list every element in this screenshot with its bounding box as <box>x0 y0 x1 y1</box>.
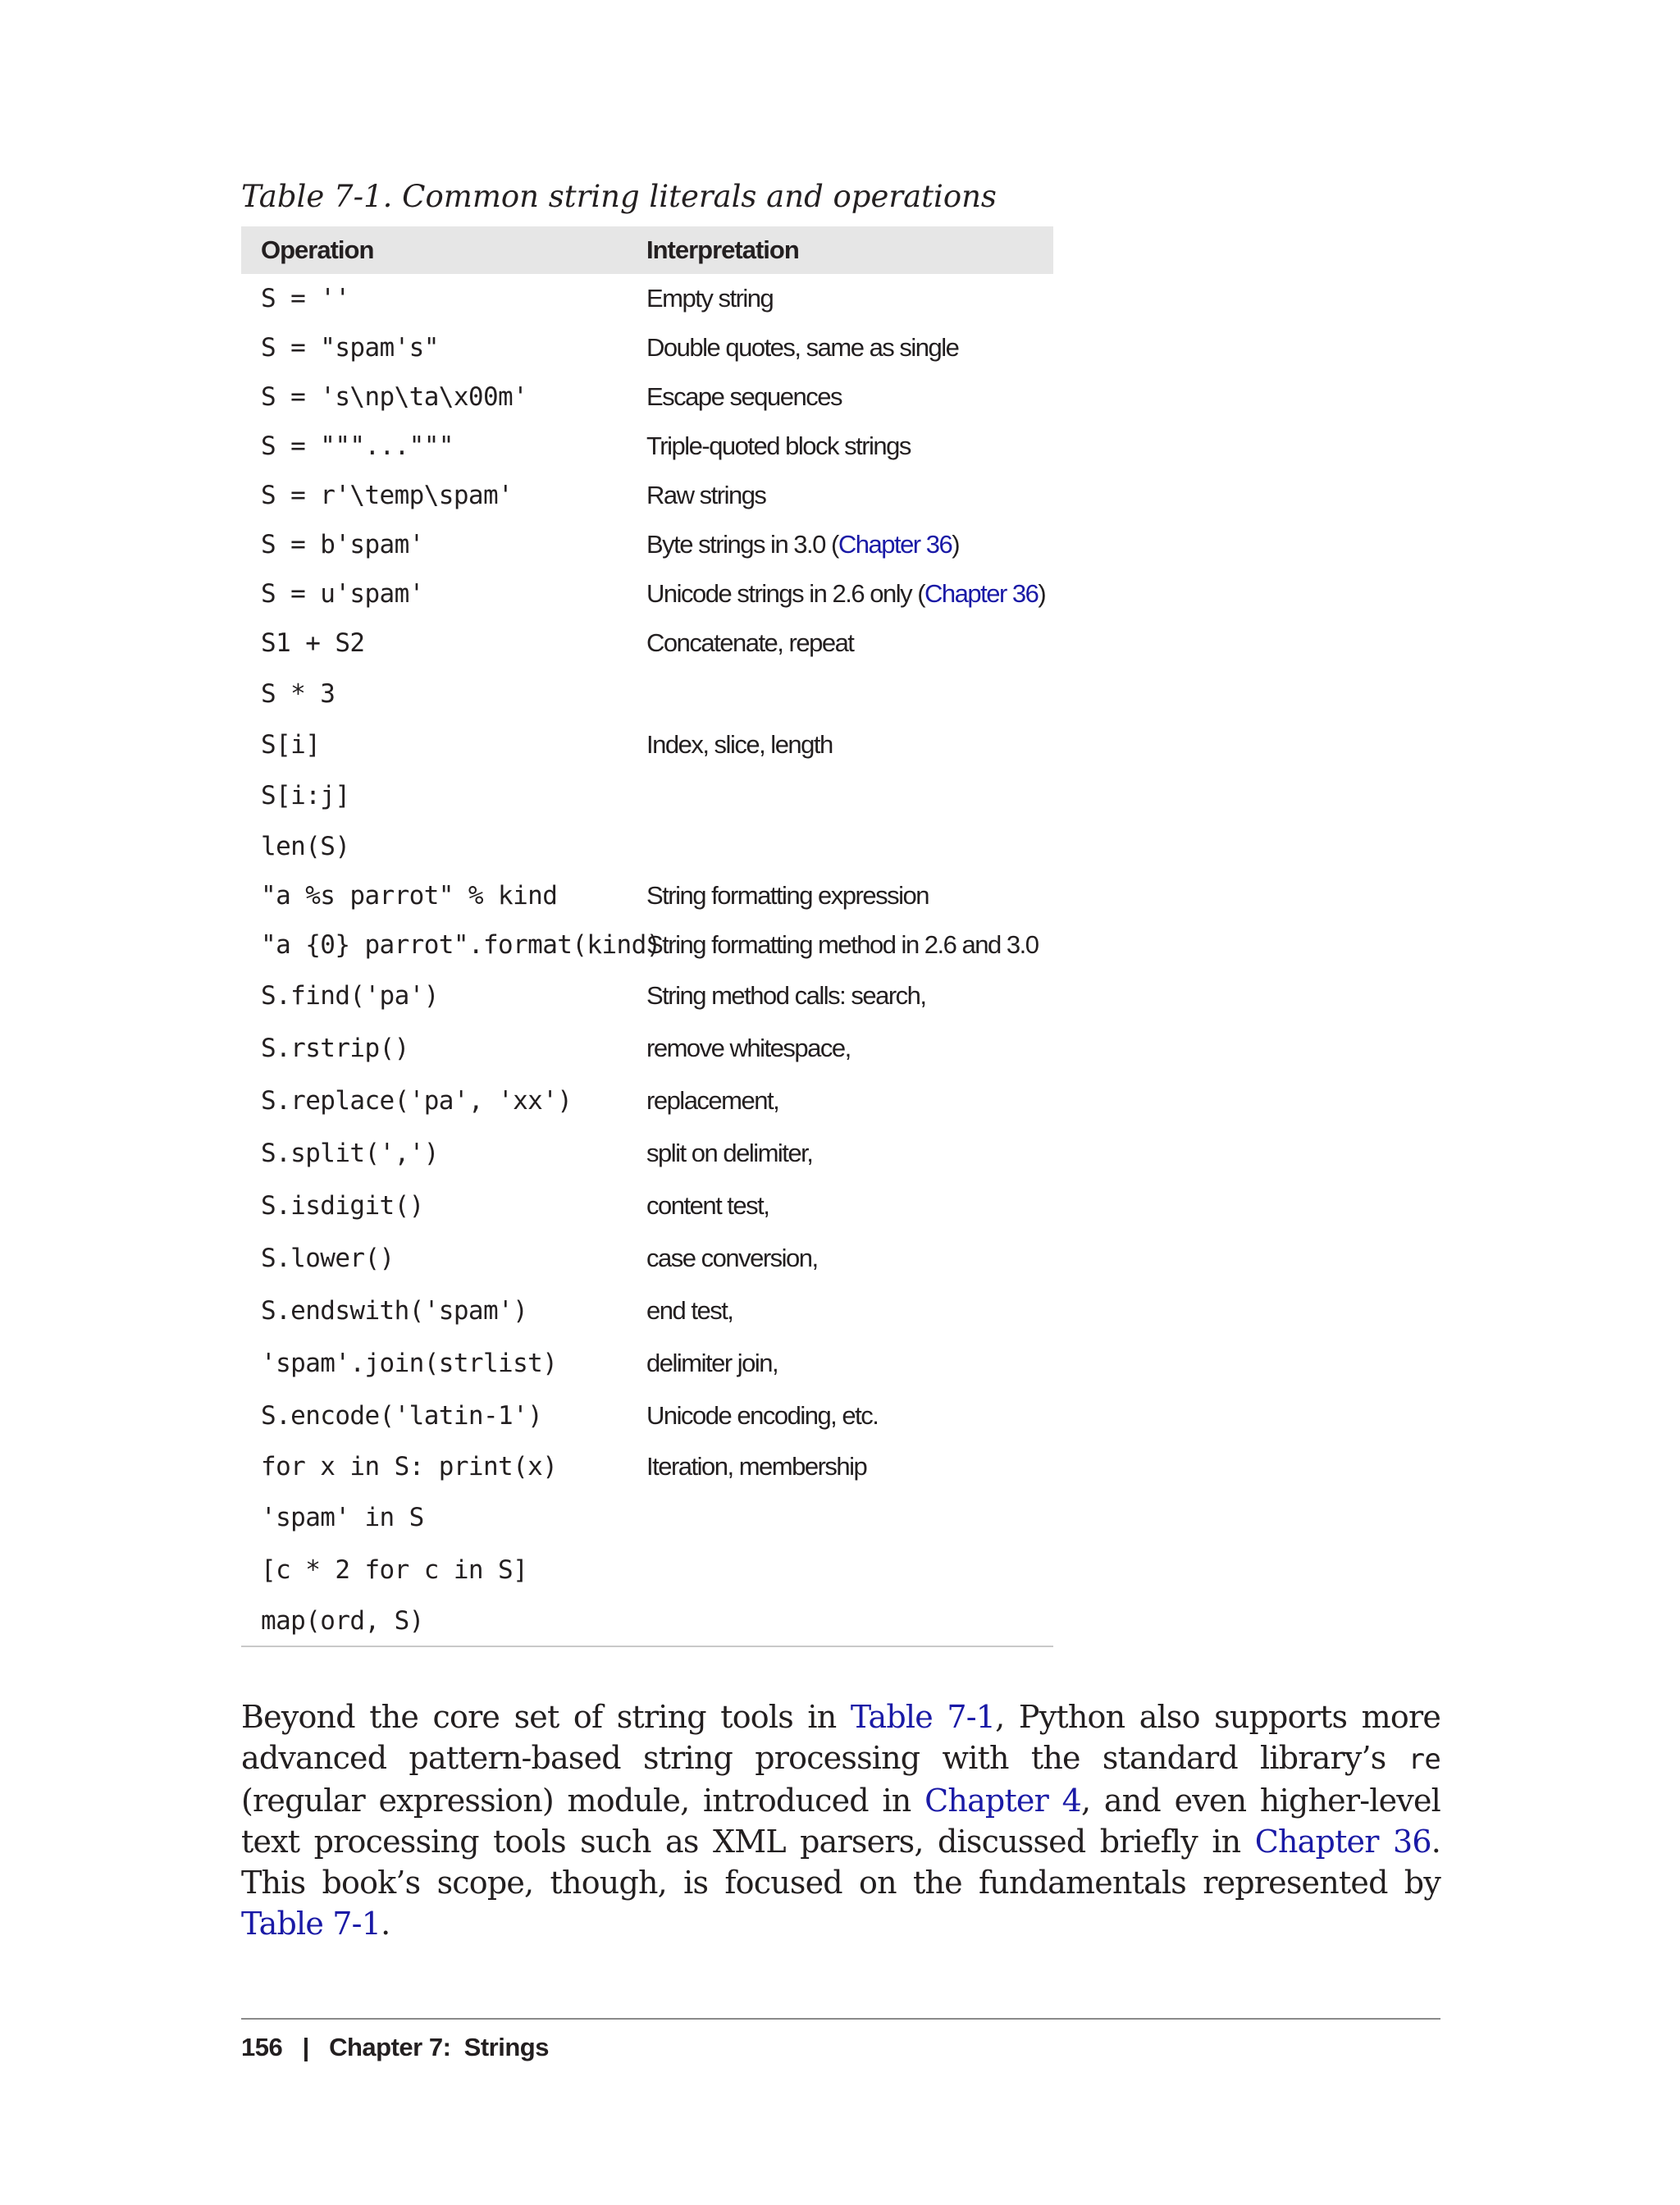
operation-cell: S.find('pa') <box>261 981 439 1011</box>
header-operation: Operation <box>261 235 374 264</box>
inline-code-re: re <box>1408 1743 1440 1776</box>
string-operations-table <box>241 226 1053 1647</box>
paragraph-text: . <box>381 1906 390 1942</box>
operation-cell: S = '' <box>261 284 350 313</box>
operation-cell: S.rstrip() <box>261 1034 409 1063</box>
paragraph-text: Beyond the core set of string tools in <box>241 1699 851 1735</box>
interpretation-cell <box>646 530 1053 559</box>
interpretation-text: ) <box>1038 579 1046 608</box>
interpretation-cell: String method calls: search, <box>646 981 926 1010</box>
operation-cell: S.isdigit() <box>261 1191 424 1221</box>
operation-cell: S = """...""" <box>261 431 454 461</box>
table-row <box>241 1180 1053 1232</box>
table-row <box>241 1075 1053 1127</box>
table-row <box>241 1337 1053 1390</box>
table-row <box>241 569 1053 619</box>
operation-cell: "a {0} parrot".format(kind) <box>261 930 661 960</box>
table-row <box>241 1232 1053 1285</box>
operation-cell: for x in S: print(x) <box>261 1452 558 1481</box>
operation-cell: S.lower() <box>261 1244 395 1273</box>
table-row <box>241 720 1053 769</box>
table-row <box>241 471 1053 520</box>
table-row <box>241 1442 1053 1491</box>
operation-cell: S = b'spam' <box>261 530 424 559</box>
paragraph-text: . This book’s scope, though, is focused on the fundamentals represented by <box>241 1824 1440 1901</box>
operation-cell: S.split(',') <box>261 1139 439 1168</box>
operation-cell: S = "spam's" <box>261 333 439 363</box>
operation-cell: S.endswith('spam') <box>261 1296 528 1326</box>
table-caption: Table 7-1. Common string literals and operations <box>241 179 997 214</box>
operation-cell: 'spam' in S <box>261 1503 424 1532</box>
chapter-36-link[interactable]: Chapter 36 <box>1254 1824 1431 1860</box>
table-row <box>241 1127 1053 1180</box>
interpretation-cell: Raw strings <box>646 481 766 509</box>
interpretation-cell: Escape sequences <box>646 382 842 411</box>
running-chapter-title: Chapter 7: Strings <box>329 2033 549 2061</box>
table-row <box>241 769 1053 822</box>
paragraph-text: , Python also supports more advanced pattern-based string processing with the standard library’s <box>241 1699 1441 1776</box>
interpretation-cell: String formatting method in 2.6 and 3.0 <box>646 930 1039 959</box>
interpretation-cell: split on delimiter, <box>646 1139 813 1167</box>
paragraph-text: (regular expression) module, introduced in <box>241 1783 925 1819</box>
table-row <box>241 1544 1053 1596</box>
interpretation-text: Unicode strings in 2.6 only ( <box>646 579 925 608</box>
interpretation-cell: case conversion, <box>646 1244 818 1272</box>
table-row <box>241 520 1053 569</box>
interpretation-text: ) <box>952 530 960 559</box>
interpretation-cell: Index, slice, length <box>646 730 833 759</box>
operation-cell: "a %s parrot" % kind <box>261 881 558 911</box>
header-interpretation: Interpretation <box>646 235 799 264</box>
operation-cell: S1 + S2 <box>261 628 365 658</box>
operation-cell: S[i] <box>261 730 321 760</box>
operation-cell: S * 3 <box>261 679 336 709</box>
operation-cell: 'spam'.join(strlist) <box>261 1349 558 1378</box>
interpretation-cell: content test, <box>646 1191 769 1220</box>
interpretation-cell: String formatting expression <box>646 881 929 910</box>
interpretation-text: Byte strings in 3.0 ( <box>646 530 838 559</box>
interpretation-cell: Triple-quoted block strings <box>646 431 911 460</box>
interpretation-cell: Double quotes, same as single <box>646 333 959 362</box>
table-body <box>241 274 1053 1646</box>
table-row <box>241 871 1053 920</box>
table-row <box>241 920 1053 970</box>
interpretation-cell: remove whitespace, <box>646 1034 851 1062</box>
table-7-1-link[interactable]: Table 7-1 <box>850 1699 996 1735</box>
interpretation-cell: delimiter join, <box>646 1349 778 1377</box>
operation-cell: S = r'\temp\spam' <box>261 481 514 510</box>
table-row <box>241 422 1053 471</box>
interpretation-cell: end test, <box>646 1296 733 1325</box>
page-footer <box>241 2029 549 2066</box>
interpretation-cell: Empty string <box>646 284 774 313</box>
chapter-36-link[interactable]: Chapter 36 <box>924 579 1039 608</box>
footer-divider <box>241 2018 1440 2020</box>
operation-cell: [c * 2 for c in S] <box>261 1555 528 1585</box>
interpretation-cell <box>646 579 1053 609</box>
table-row <box>241 274 1053 323</box>
table-row <box>241 970 1053 1022</box>
table-row <box>241 619 1053 668</box>
operation-cell: S.encode('latin-1') <box>261 1401 543 1431</box>
operation-cell: S = 's\np\ta\x00m' <box>261 382 528 412</box>
operation-cell: S.replace('pa', 'xx') <box>261 1086 573 1116</box>
table-row <box>241 822 1053 871</box>
footer-separator: | <box>302 2033 309 2061</box>
table-row <box>241 1491 1053 1544</box>
table-row <box>241 1390 1053 1442</box>
table-row <box>241 1022 1053 1075</box>
operation-cell: len(S) <box>261 832 350 861</box>
interpretation-cell: Concatenate, repeat <box>646 628 854 657</box>
table-row <box>241 1285 1053 1337</box>
table-row <box>241 323 1053 372</box>
operation-cell: map(ord, S) <box>261 1606 424 1636</box>
body-paragraph <box>241 1696 1440 1944</box>
chapter-4-link[interactable]: Chapter 4 <box>924 1783 1081 1819</box>
interpretation-cell: Iteration, membership <box>646 1452 867 1481</box>
table-row <box>241 1596 1053 1646</box>
page-number: 156 <box>241 2033 283 2061</box>
table-row <box>241 668 1053 720</box>
operation-cell: S[i:j] <box>261 781 350 810</box>
chapter-36-link[interactable]: Chapter 36 <box>838 530 952 559</box>
paragraph-text: , and even higher-level text processing tools such as XML parsers, discussed briefly in <box>241 1783 1440 1860</box>
table-row <box>241 372 1053 422</box>
table-7-1-link[interactable]: Table 7-1 <box>241 1906 381 1942</box>
interpretation-cell: Unicode encoding, etc. <box>646 1401 879 1430</box>
operation-cell: S = u'spam' <box>261 579 424 609</box>
interpretation-cell: replacement, <box>646 1086 779 1115</box>
table-header-row <box>241 226 1053 274</box>
